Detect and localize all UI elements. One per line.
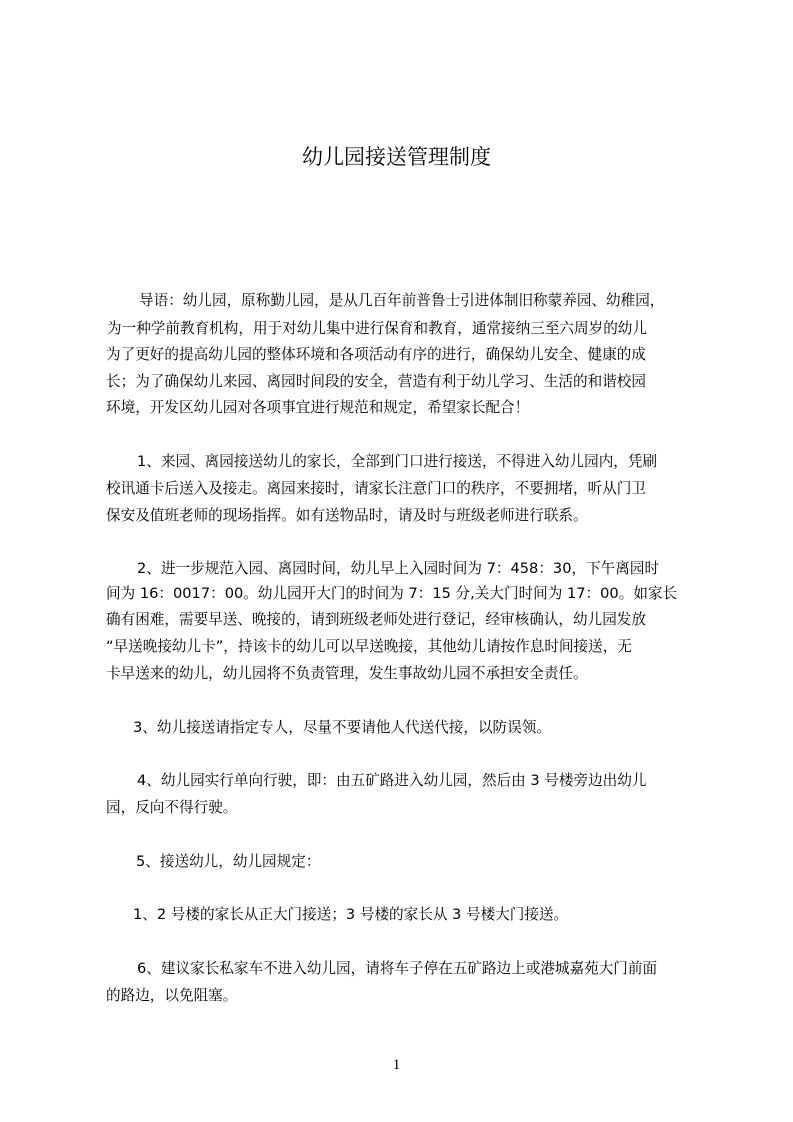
intro-line: 为了更好的提高幼儿园的整体环境和各项活动有序的进行，确保幼儿安全、健康的成 <box>106 346 646 363</box>
intro-line: 环境，开发区幼儿园对各项事宜进行规范和规定，希望家长配合！ <box>106 399 530 416</box>
rule-3-line: 3、幼儿接送请指定专人，尽量不要请他人代送代接，以防误领。 <box>133 719 551 736</box>
rule-5-line: 5、接送幼儿，幼儿园规定： <box>136 853 321 870</box>
document-title: 幼儿园接送管理制度 <box>302 145 491 169</box>
rule-2-line: 间为 16：0017：00。幼儿园开大门的时间为 7：15 分,关大门时间为 17：00。如家长 <box>106 585 678 602</box>
rule-4-line: 园，反向不得行驶。 <box>106 799 238 816</box>
rule-2-line: “早送晚接幼儿卡”，持该卡的幼儿可以早送晚接，其他幼儿请按作息时间接送，无 <box>106 638 632 655</box>
rule-2-line: 确有困难，需要早送、晚接的，请到班级老师处进行登记，经审核确认，幼儿园发放 <box>106 611 646 628</box>
intro-line: 导语：幼儿园，原称勤儿园，是从几百年前普鲁士引进体制旧称蒙养园、幼稚园， <box>139 292 665 309</box>
rule-2-line: 卡早送来的幼儿，幼儿园将不负责管理，发生事故幼儿园不承担安全责任。 <box>106 665 588 682</box>
rule-5-sub-line: 1、2 号楼的家长从正大门接送；3 号楼的家长从 3 号楼大门接送。 <box>133 906 569 923</box>
rule-1-line: 保安及值班老师的现场指挥。如有送物品时，请及时与班级老师进行联系。 <box>106 507 588 524</box>
rule-4-line: 4、幼儿园实行单向行驶，即：由五矿路进入幼儿园，然后由 3 号楼旁边出幼儿 <box>137 772 647 789</box>
intro-line: 长；为了确保幼儿来园、离园时间段的安全，营造有利于幼儿学习、生活的和谐校园 <box>106 373 646 390</box>
rule-2-line: 2、进一步规范入园、离园时间，幼儿早上入园时间为 7：458：30，下午离园时 <box>137 560 660 577</box>
rule-1-line: 1、来园、离园接送幼儿的家长，全部到门口进行接送，不得进入幼儿园内，凭刷 <box>137 453 658 470</box>
rule-6-line: 6、建议家长私家车不进入幼儿园，请将车子停在五矿路边上或港城嘉苑大门前面 <box>137 960 658 977</box>
rule-1-line: 校讯通卡后送入及接走。离园来接时，请家长注意门口的秩序，不要拥堵，听从门卫 <box>106 480 646 497</box>
rule-6-line: 的路边，以免阻塞。 <box>106 987 238 1004</box>
page-number: 1 <box>392 1057 401 1073</box>
intro-line: 为一种学前教育机构，用于对幼儿集中进行保育和教育，通常接纳三至六周岁的幼儿 <box>107 320 647 337</box>
